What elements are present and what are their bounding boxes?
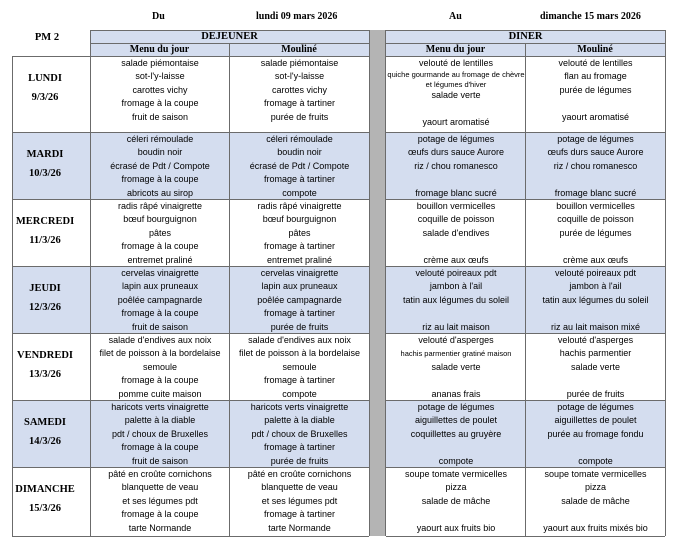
menu-item: fromage à tartiner — [263, 509, 336, 520]
menu-item: haricots verts vinaigrette — [111, 402, 209, 412]
menu-item — [387, 307, 525, 320]
menu-item: coquillettes au gruyère — [410, 428, 502, 439]
menu-item: et ses légumes pdt — [122, 495, 198, 506]
menu-item: salade verte — [570, 361, 621, 372]
menu-item: flan au fromage — [564, 71, 627, 82]
menu-item — [387, 441, 525, 454]
menu-item: et ses légumes pdt — [261, 495, 338, 506]
menu-item: purée de légumes — [559, 84, 632, 95]
menu-item: salade de mâche — [421, 495, 491, 506]
menu-item: fromage à tartiner — [263, 308, 336, 319]
menu-item: entremet praliné — [266, 254, 333, 265]
menu-item: palette à la diable — [264, 415, 335, 426]
menu-item: haricots verts vinaigrette — [250, 402, 349, 412]
menu-item: yaourt aromatisé — [422, 116, 490, 127]
menu-item: poêlée campagnarde — [257, 294, 342, 305]
menu-item: fromage à tartiner — [263, 98, 336, 109]
menu-item: potage de légumes — [557, 402, 634, 412]
menu-item: fromage blanc sucré — [415, 187, 497, 198]
menu-item: yaourt aromatisé — [561, 111, 630, 122]
day-date-vendredi: 13/3/26 — [28, 369, 62, 380]
menu-item: tarte Normande — [268, 522, 331, 533]
diner-section-header: DINER — [508, 31, 543, 42]
menu-item: bouillon vermicelles — [416, 201, 496, 211]
menu-item: jambon à l'ail — [569, 281, 622, 292]
menu-item: purée au fromage fondu — [547, 428, 644, 439]
menu-item: œufs durs sauce Aurore — [407, 147, 505, 158]
menu-item — [526, 508, 665, 521]
menu-item: aiguillettes de poulet — [414, 415, 498, 426]
menu-item — [387, 240, 525, 253]
menu-item: salade de mâche — [561, 495, 630, 506]
menu-item: céleri rémoulade — [266, 134, 333, 144]
menu-item: lapin aux pruneaux — [261, 281, 338, 292]
menu-item: fromage à la coupe — [121, 442, 199, 453]
menu-item: fromage à la coupe — [121, 241, 199, 252]
end-date: dimanche 15 mars 2026 — [540, 11, 641, 22]
menu-item: yaourt aux fruits mixés bio — [543, 522, 648, 533]
menu-item: purée de fruits — [566, 388, 625, 399]
menu-item: fromage blanc sucré — [554, 187, 637, 198]
day-date-mardi: 10/3/26 — [28, 168, 62, 179]
menu-item: cervelas vinaigrette — [121, 268, 199, 278]
menu-item: hachis parmentier — [559, 348, 632, 359]
day-date-jeudi: 12/3/26 — [28, 302, 62, 313]
menu-item: poêlée campagnarde — [117, 294, 203, 305]
menu-item: abricots au sirop — [126, 187, 194, 198]
day-date-dimanche: 15/3/26 — [28, 503, 62, 514]
menu-item: sot-l'y-laisse — [274, 71, 325, 82]
menu-item: céleri rémoulade — [126, 134, 194, 144]
menu-item — [526, 97, 665, 110]
menu-item: tatin aux légumes du soleil — [402, 294, 510, 305]
menu-item — [387, 508, 525, 521]
menu-item: velouté poireaux pdt — [415, 268, 497, 278]
menu-item — [387, 102, 525, 115]
menu-item: salade verte — [431, 361, 481, 372]
day-name-samedi: SAMEDI — [23, 417, 66, 428]
menu-item: pdt / choux de Bruxelles — [111, 428, 209, 439]
menu-item: fromage à tartiner — [263, 375, 336, 386]
menu-item: pâté en croûte cornichons — [108, 469, 212, 479]
day-name-mercredi: MERCREDI — [15, 216, 75, 227]
menu-item: salade verte — [431, 89, 481, 100]
dejeuner-menu-column-header: Menu du jour — [129, 44, 190, 55]
menu-item: entremet praliné — [127, 254, 193, 265]
menu-item: crème aux œufs — [423, 254, 489, 265]
menu-item: sot-l'y-laisse — [135, 71, 185, 82]
menu-item: fruit de saison — [131, 111, 189, 122]
menu-item: ananas frais — [431, 388, 481, 399]
menu-item: fromage à la coupe — [121, 375, 199, 386]
menu-item: soupe tomate vermicelles — [404, 469, 508, 479]
menu-item: fromage à tartiner — [263, 174, 336, 185]
menu-item: velouté de lentilles — [558, 58, 633, 68]
menu-item: purée de fruits — [270, 111, 329, 122]
menu-item: compote — [282, 388, 317, 399]
menu-item: velouté d'asperges — [557, 335, 634, 345]
menu-item: purée de fruits — [270, 455, 329, 466]
day-name-lundi: LUNDI — [28, 73, 62, 84]
menu-item: fromage à tartiner — [263, 241, 336, 252]
menu-item: pdt / choux de Bruxelles — [251, 428, 348, 439]
menu-item — [526, 374, 665, 387]
day-name-jeudi: JEUDI — [29, 283, 61, 294]
menu-item: fruit de saison — [131, 321, 189, 332]
menu-item — [526, 173, 665, 186]
menu-item: pâtes — [148, 227, 172, 238]
menu-item: fromage à la coupe — [121, 174, 199, 185]
menu-item: riz / chou romanesco — [553, 160, 638, 171]
menu-item: fromage à tartiner — [263, 442, 336, 453]
menu-item: riz au lait maison — [422, 321, 490, 332]
dejeuner-mouline-column-header: Mouliné — [281, 44, 317, 55]
menu-item: soupe tomate vermicelles — [544, 469, 647, 479]
au-label: Au — [449, 11, 462, 22]
menu-item: compote — [438, 455, 474, 466]
start-date: lundi 09 mars 2026 — [256, 11, 338, 22]
menu-item: compote — [282, 187, 317, 198]
menu-item: yaourt aux fruits bio — [416, 522, 496, 533]
menu-item: semoule — [282, 361, 317, 372]
menu-item: blanquette de veau — [261, 482, 338, 493]
menu-item: radis râpé vinaigrette — [117, 201, 203, 211]
menu-item: filet de poisson à la bordelaise — [99, 348, 221, 359]
menu-item: crème aux œufs — [562, 254, 629, 265]
menu-item: jambon à l'ail — [429, 281, 483, 292]
menu-item — [526, 240, 665, 253]
menu-item: carottes vichy — [132, 84, 188, 95]
menu-item — [387, 374, 525, 387]
menu-item: carottes vichy — [271, 84, 328, 95]
menu-item: pâtes — [288, 227, 311, 238]
menu-item: velouté d'asperges — [418, 335, 494, 345]
group-label: PM 2 — [34, 32, 60, 43]
menu-item: potage de légumes — [557, 134, 634, 144]
menu-item: bœuf bourguignon — [262, 214, 337, 225]
menu-item: fromage à la coupe — [121, 98, 199, 109]
menu-item: semoule — [142, 361, 178, 372]
menu-item: pizza — [584, 482, 606, 493]
menu-item: œufs durs sauce Aurore — [547, 147, 644, 158]
menu-item: fruit de saison — [131, 455, 189, 466]
menu-item: radis râpé vinaigrette — [257, 201, 342, 211]
menu-item: boudin noir — [137, 147, 183, 158]
menu-item — [387, 173, 525, 186]
menu-item: fromage à la coupe — [121, 308, 199, 319]
menu-item: hachis parmentier gratiné maison — [400, 349, 512, 359]
menu-item: fromage à la coupe — [121, 509, 199, 520]
menu-item: potage de légumes — [417, 134, 495, 144]
menu-item: riz / chou romanesco — [414, 160, 498, 171]
menu-item: velouté de lentilles — [418, 58, 494, 68]
menu-item: pâté en croûte cornichons — [247, 469, 352, 479]
menu-item: salade d'endives — [422, 227, 490, 238]
menu-item: bouillon vermicelles — [556, 201, 635, 211]
day-date-samedi: 14/3/26 — [28, 436, 62, 447]
menu-item: potage de légumes — [417, 402, 495, 412]
menu-item: riz au lait maison mixé — [550, 321, 641, 332]
menu-item: purée de fruits — [270, 321, 329, 332]
menu-item: coquille de poisson — [417, 214, 495, 225]
day-date-lundi: 9/3/26 — [31, 92, 59, 103]
menu-item: aiguillettes de poulet — [554, 415, 637, 426]
menu-item: salade piémontaise — [121, 58, 199, 68]
menu-item: purée de légumes — [559, 227, 632, 238]
day-date-mercredi: 11/3/26 — [29, 235, 61, 246]
menu-item: bœuf bourguignon — [123, 214, 197, 225]
menu-item: quiche gourmande au fromage de chèvre et légumes d'hiver — [387, 70, 525, 90]
menu-item: lapin aux pruneaux — [121, 281, 199, 292]
day-name-mardi: MARDI — [26, 149, 64, 160]
menu-item — [526, 307, 665, 320]
menu-item: blanquette de veau — [121, 482, 199, 493]
day-name-vendredi: VENDREDI — [16, 350, 73, 361]
menu-item: compote — [578, 455, 613, 466]
menu-item: écrasé de Pdt / Compote — [110, 160, 210, 171]
menu-item: salade d'endives aux noix — [248, 335, 351, 345]
menu-item: tatin aux légumes du soleil — [542, 294, 649, 305]
menu-item: boudin noir — [277, 147, 322, 158]
menu-item — [526, 441, 665, 454]
menu-item: pizza — [445, 482, 467, 493]
menu-item: tarte Normande — [128, 522, 192, 533]
separator-column — [369, 30, 386, 536]
menu-item: cervelas vinaigrette — [260, 268, 339, 278]
du-label: Du — [152, 11, 165, 22]
dejeuner-section-header: DEJEUNER — [201, 31, 258, 42]
day-name-dimanche: DIMANCHE — [15, 484, 75, 495]
menu-item: coquille de poisson — [557, 214, 634, 225]
diner-mouline-column-header: Mouliné — [577, 44, 613, 55]
menu-item: pomme cuite maison — [118, 388, 202, 399]
menu-item: écrasé de Pdt / Compote — [249, 160, 350, 171]
menu-item: velouté poireaux pdt — [554, 268, 637, 278]
menu-item: salade piémontaise — [260, 58, 339, 68]
menu-item: filet de poisson à la bordelaise — [238, 348, 361, 359]
menu-item: palette à la diable — [124, 415, 196, 426]
diner-menu-column-header: Menu du jour — [425, 44, 486, 55]
menu-item: salade d'endives aux noix — [108, 335, 212, 345]
